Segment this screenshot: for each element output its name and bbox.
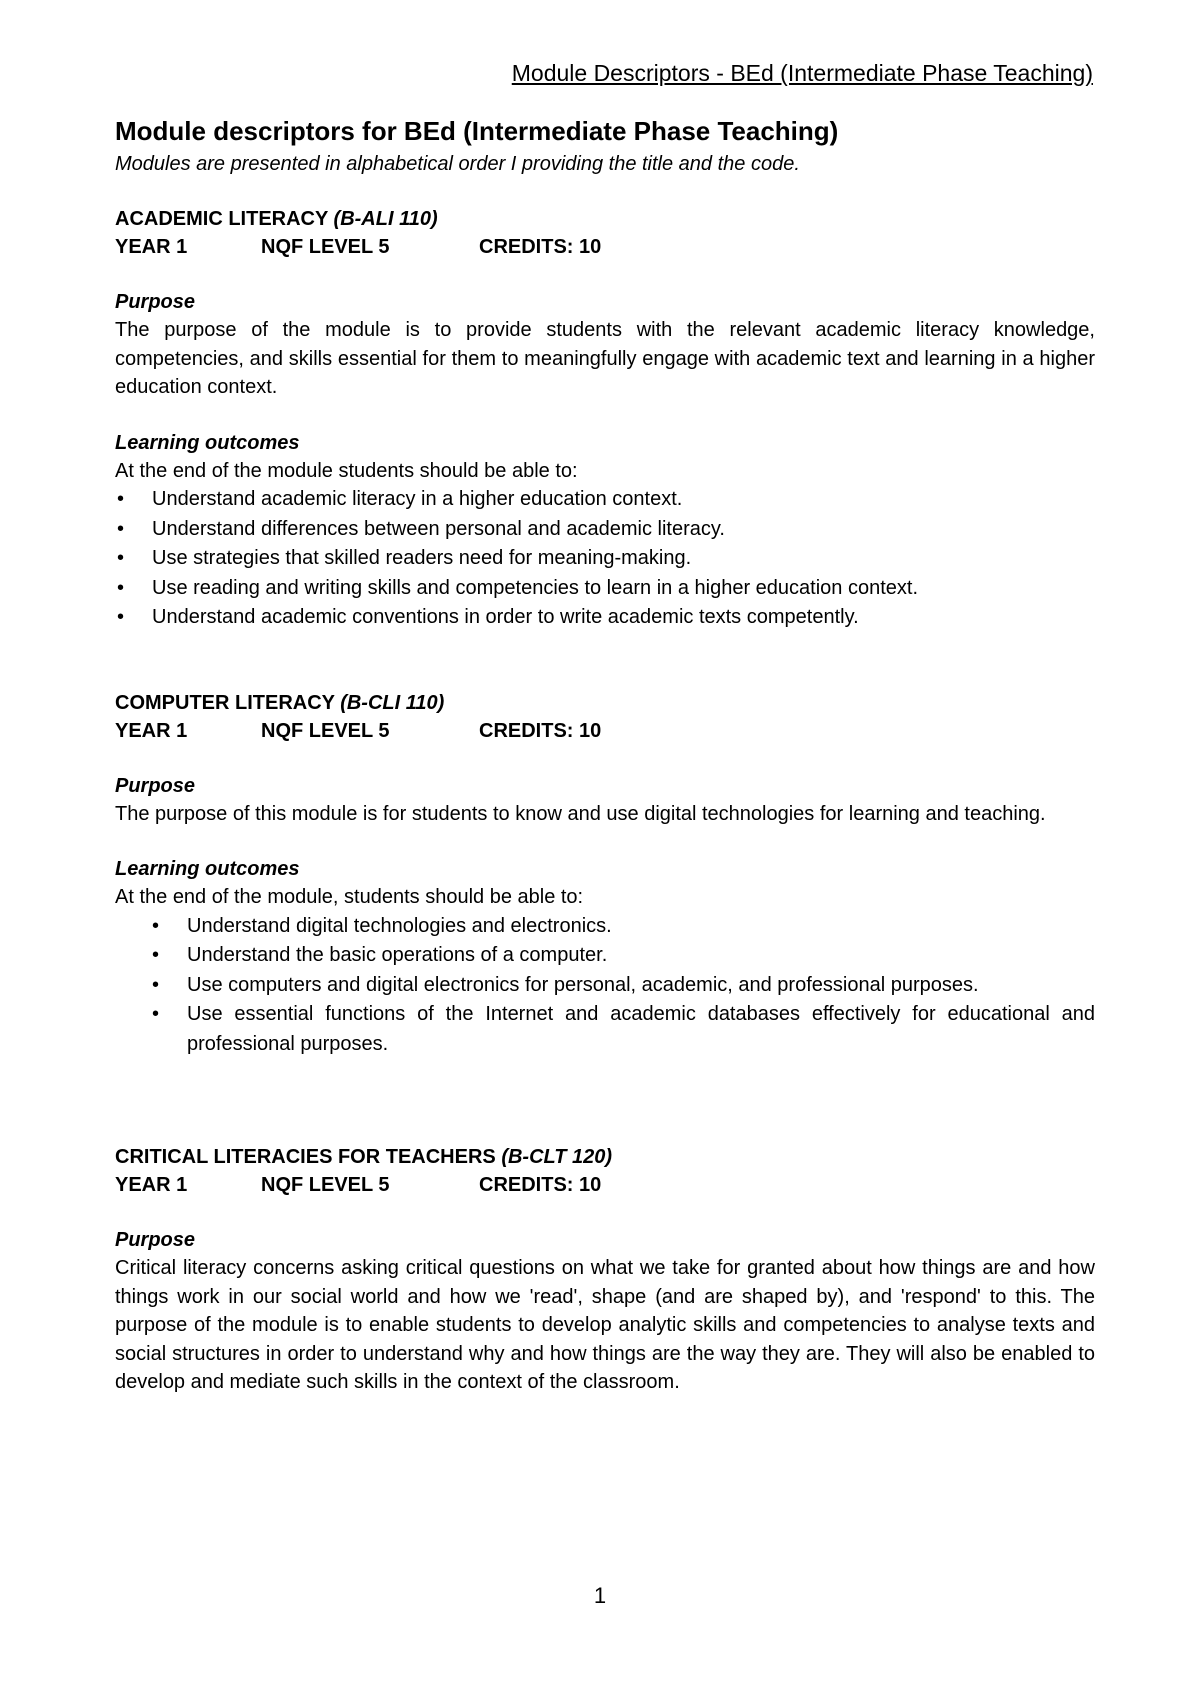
bullet-icon: • [117,576,125,599]
page-content [115,114,1095,1397]
list-item [115,941,1095,971]
list-item [115,485,1095,515]
bullet-icon: • [117,606,125,628]
module-credits: CREDITS: 10 [479,719,602,742]
bullet-icon: • [152,1003,160,1025]
outcomes-list [115,485,1095,633]
module-year: YEAR 1 [115,236,188,258]
module-nqf-level: NQF LEVEL 5 [261,236,390,258]
module-code: (B-ALI 110) [333,208,438,230]
outcomes-intro: At the end of the module, students should be able to: [115,886,584,908]
outcome-text: Understand differences between personal and academic literacy. [152,517,725,540]
list-item [115,544,1095,574]
module-name: COMPUTER LITERACY [115,691,335,714]
module-code: (B-CLI 110) [340,691,445,714]
list-item [115,912,1095,942]
outcome-text: Use reading and writing skills and competencies to learn in a higher education context. [152,576,918,599]
purpose-text: The purpose of this module is for students to know and use digital technologies for learning and teaching. [115,802,1046,825]
module-critical-literacies [115,1143,1095,1397]
module-title [115,205,1095,233]
module-code: (B-CLT 120) [501,1146,613,1168]
module-title [115,689,1095,717]
outcome-text: Use computers and digital electronics for personal, academic, and professional purposes. [187,973,979,996]
outcome-text: Understand academic conventions in order to write academic texts competently. [152,606,859,628]
module-year: YEAR 1 [115,719,188,742]
module-year: YEAR 1 [115,1174,188,1196]
module-meta [115,1171,1095,1199]
list-item [115,603,1095,633]
module-nqf-level: NQF LEVEL 5 [261,1174,390,1196]
outcome-text: Understand digital technologies and electronics. [187,914,612,937]
running-header: Module Descriptors - BEd (Intermediate Phase Teaching) [511,60,1093,86]
purpose-text: Critical literacy concerns asking critical questions on what we take for granted about how things are and how things work in our social world and how we 'read', shape (and are shaped by), and 'respond' to this. The purpose of the module is to enable students to develop analytic skills and competencies to analyse texts and social structures in order to understand why and how things are the way they are. They will also be enabled to develop and mediate such skills in the context of the classroom. [115,1257,1095,1393]
outcomes-intro: At the end of the module students should be able to: [115,459,578,482]
outcome-text: Use strategies that skilled readers need for meaning-making. [152,547,692,569]
purpose-heading: Purpose [115,291,196,313]
bullet-icon: • [117,517,125,540]
module-nqf-level: NQF LEVEL 5 [261,719,390,742]
page-number: 1 [593,1583,607,1608]
document-title: Module descriptors for BEd (Intermediate Phase Teaching) [115,116,839,146]
list-item [115,1000,1095,1059]
document-subtitle: Modules are presented in alphabetical order I providing the title and the code. [115,153,800,175]
outcome-text: Understand the basic operations of a computer. [187,944,608,966]
outcome-text: Understand academic literacy in a higher education context. [152,488,683,510]
module-name: ACADEMIC LITERACY [115,208,328,230]
outcomes-heading: Learning outcomes [115,858,300,880]
purpose-heading: Purpose [115,1229,196,1251]
bullet-icon: • [117,488,125,510]
purpose-text: The purpose of the module is to provide students with the relevant academic literacy knowledge, competencies, and skills essential for them to meaningfully engage with academic text and learning in a higher education context. [115,319,1095,398]
outcome-text: Use essential functions of the Internet and academic databases effectively for educational and professional purposes. [187,1003,1095,1055]
module-computer-literacy [115,689,1095,1060]
bullet-icon: • [152,973,160,996]
module-meta [115,233,1095,261]
bullet-icon: • [117,547,125,569]
module-name: CRITICAL LITERACIES FOR TEACHERS [115,1146,496,1168]
module-meta [115,717,1095,745]
module-credits: CREDITS: 10 [479,1174,602,1196]
module-academic-literacy [115,205,1095,633]
list-item [115,971,1095,1001]
purpose-heading: Purpose [115,774,196,797]
list-item [115,515,1095,545]
bullet-icon: • [152,944,160,966]
bullet-icon: • [152,914,160,937]
outcomes-list [115,912,1095,1060]
outcomes-heading: Learning outcomes [115,431,300,454]
module-credits: CREDITS: 10 [479,236,602,258]
module-title [115,1143,1095,1171]
list-item [115,574,1095,604]
